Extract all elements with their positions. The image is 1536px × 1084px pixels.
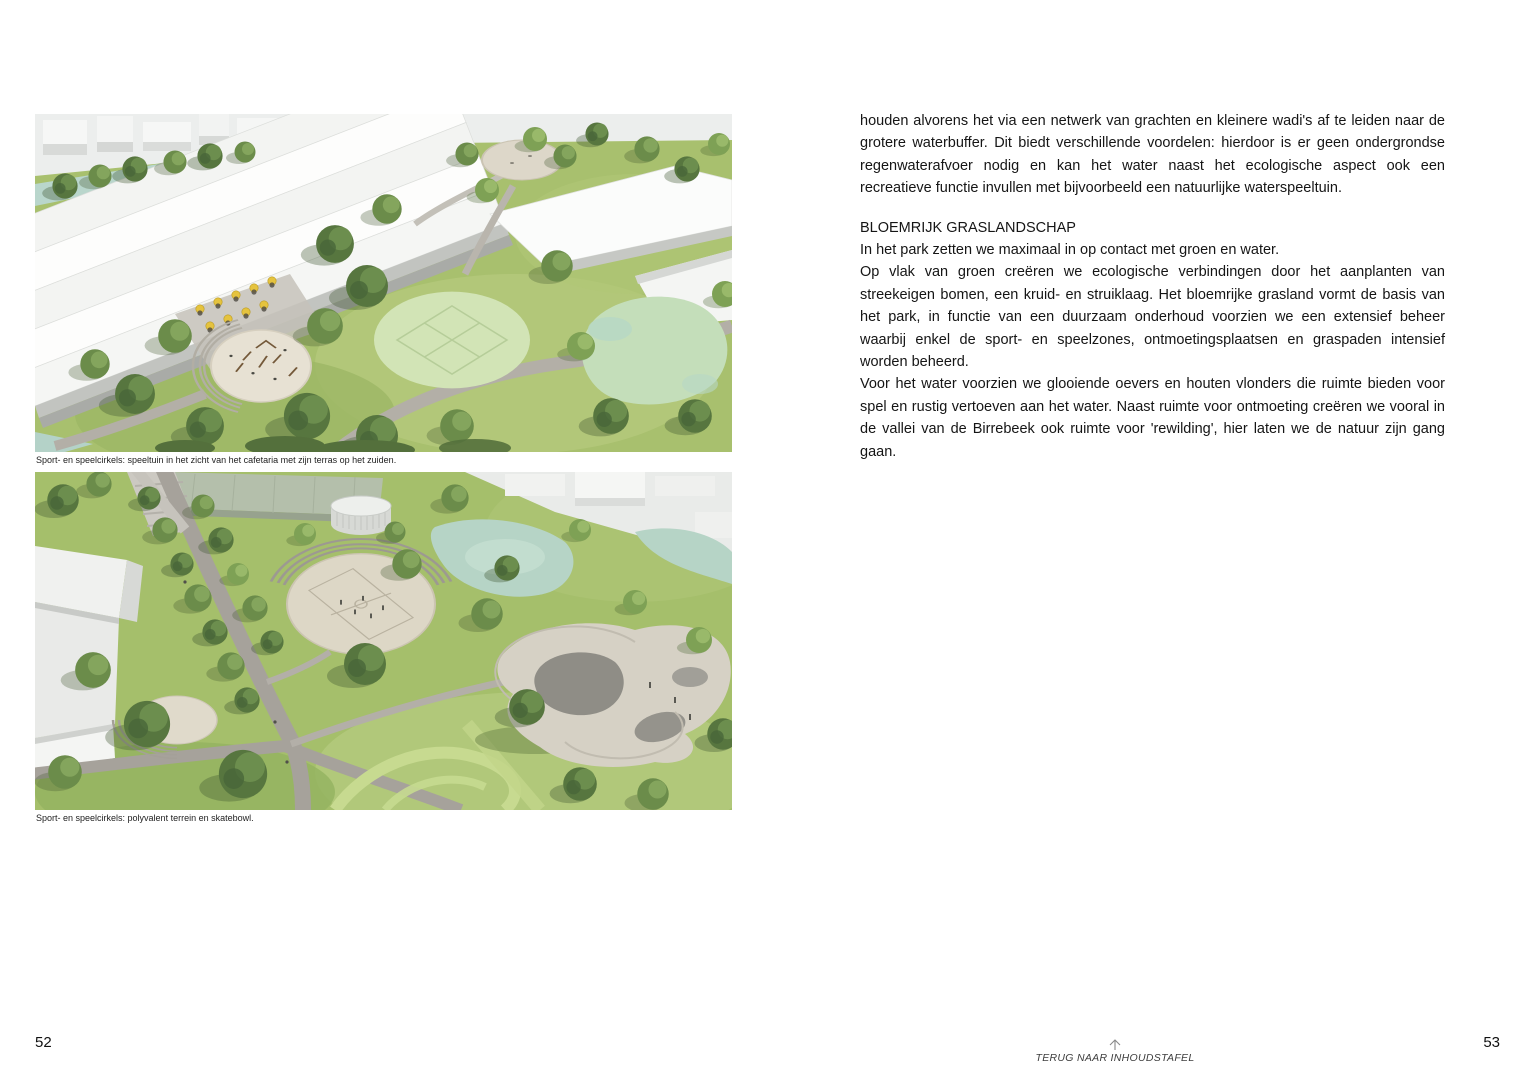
section-heading: BLOEMRIJK GRASLANDSCHAP	[860, 219, 1076, 236]
figure-caption-1: Sport- en speelcirkels: speeltuin in het zicht van het cafetaria met zijn terras op het zuiden.	[36, 455, 397, 465]
page-number-left: 52	[35, 1034, 52, 1051]
page-number-right: 53	[1483, 1034, 1500, 1051]
park-render-skatebowl	[35, 472, 732, 810]
paragraph: Op vlak van groen creëren we ecologische verbindingen door het aanplanten van streekeigen bomen, een kruid- en struiklaag. Het bloemrijke grasland vormt de basis van het park, in functie van een duurzaam onderhoud voorzien we een extensief beheer waarbij enkel de sport- en speelzones, ontmoetingsplaatsen en graspaden intensief worden beheerd.	[860, 264, 1445, 371]
figure-bottom-render	[35, 472, 732, 810]
grassland-blob	[582, 297, 728, 405]
figure-top-render	[35, 114, 732, 452]
paragraph: In het park zetten we maximaal in op contact met groen en water.	[860, 242, 1280, 259]
sports-court-circle	[374, 292, 530, 389]
article-text-column	[860, 110, 1445, 463]
intro-paragraph: houden alvorens het via een netwerk van grachten en kleinere wadi's af te leiden naar de grotere waterbuffer. Dit biedt verschillende voordelen: hierdoor is er geen ondergrondse regenwaterafvoer nodig en kan het water naast het ecologische aspect ook een recreatieve functie invullen met bijvoorbeeld een natuurlijke waterspeeltuin.	[860, 113, 1445, 197]
park-render-playground	[35, 114, 732, 452]
up-arrow-icon	[1106, 1038, 1124, 1051]
round-pavilion	[331, 496, 391, 535]
back-to-toc-link[interactable]	[1022, 1038, 1208, 1064]
figure-caption-2: Sport- en speelcirkels: polyvalent terrein en skatebowl.	[36, 813, 254, 823]
paragraph: Voor het water voorzien we glooiende oevers en houten vlonders die ruimte bieden voor spel en rustig vertoeven aan het water. Naast ruimte voor ontmoeting creëren we vooral in de vallei van de Birrebeek ook ruimte voor 'rewilding', hier laten we de natuur zijn gang gaan.	[860, 376, 1445, 460]
back-to-toc-label: TERUG NAAR INHOUDSTAFEL	[1035, 1052, 1195, 1064]
